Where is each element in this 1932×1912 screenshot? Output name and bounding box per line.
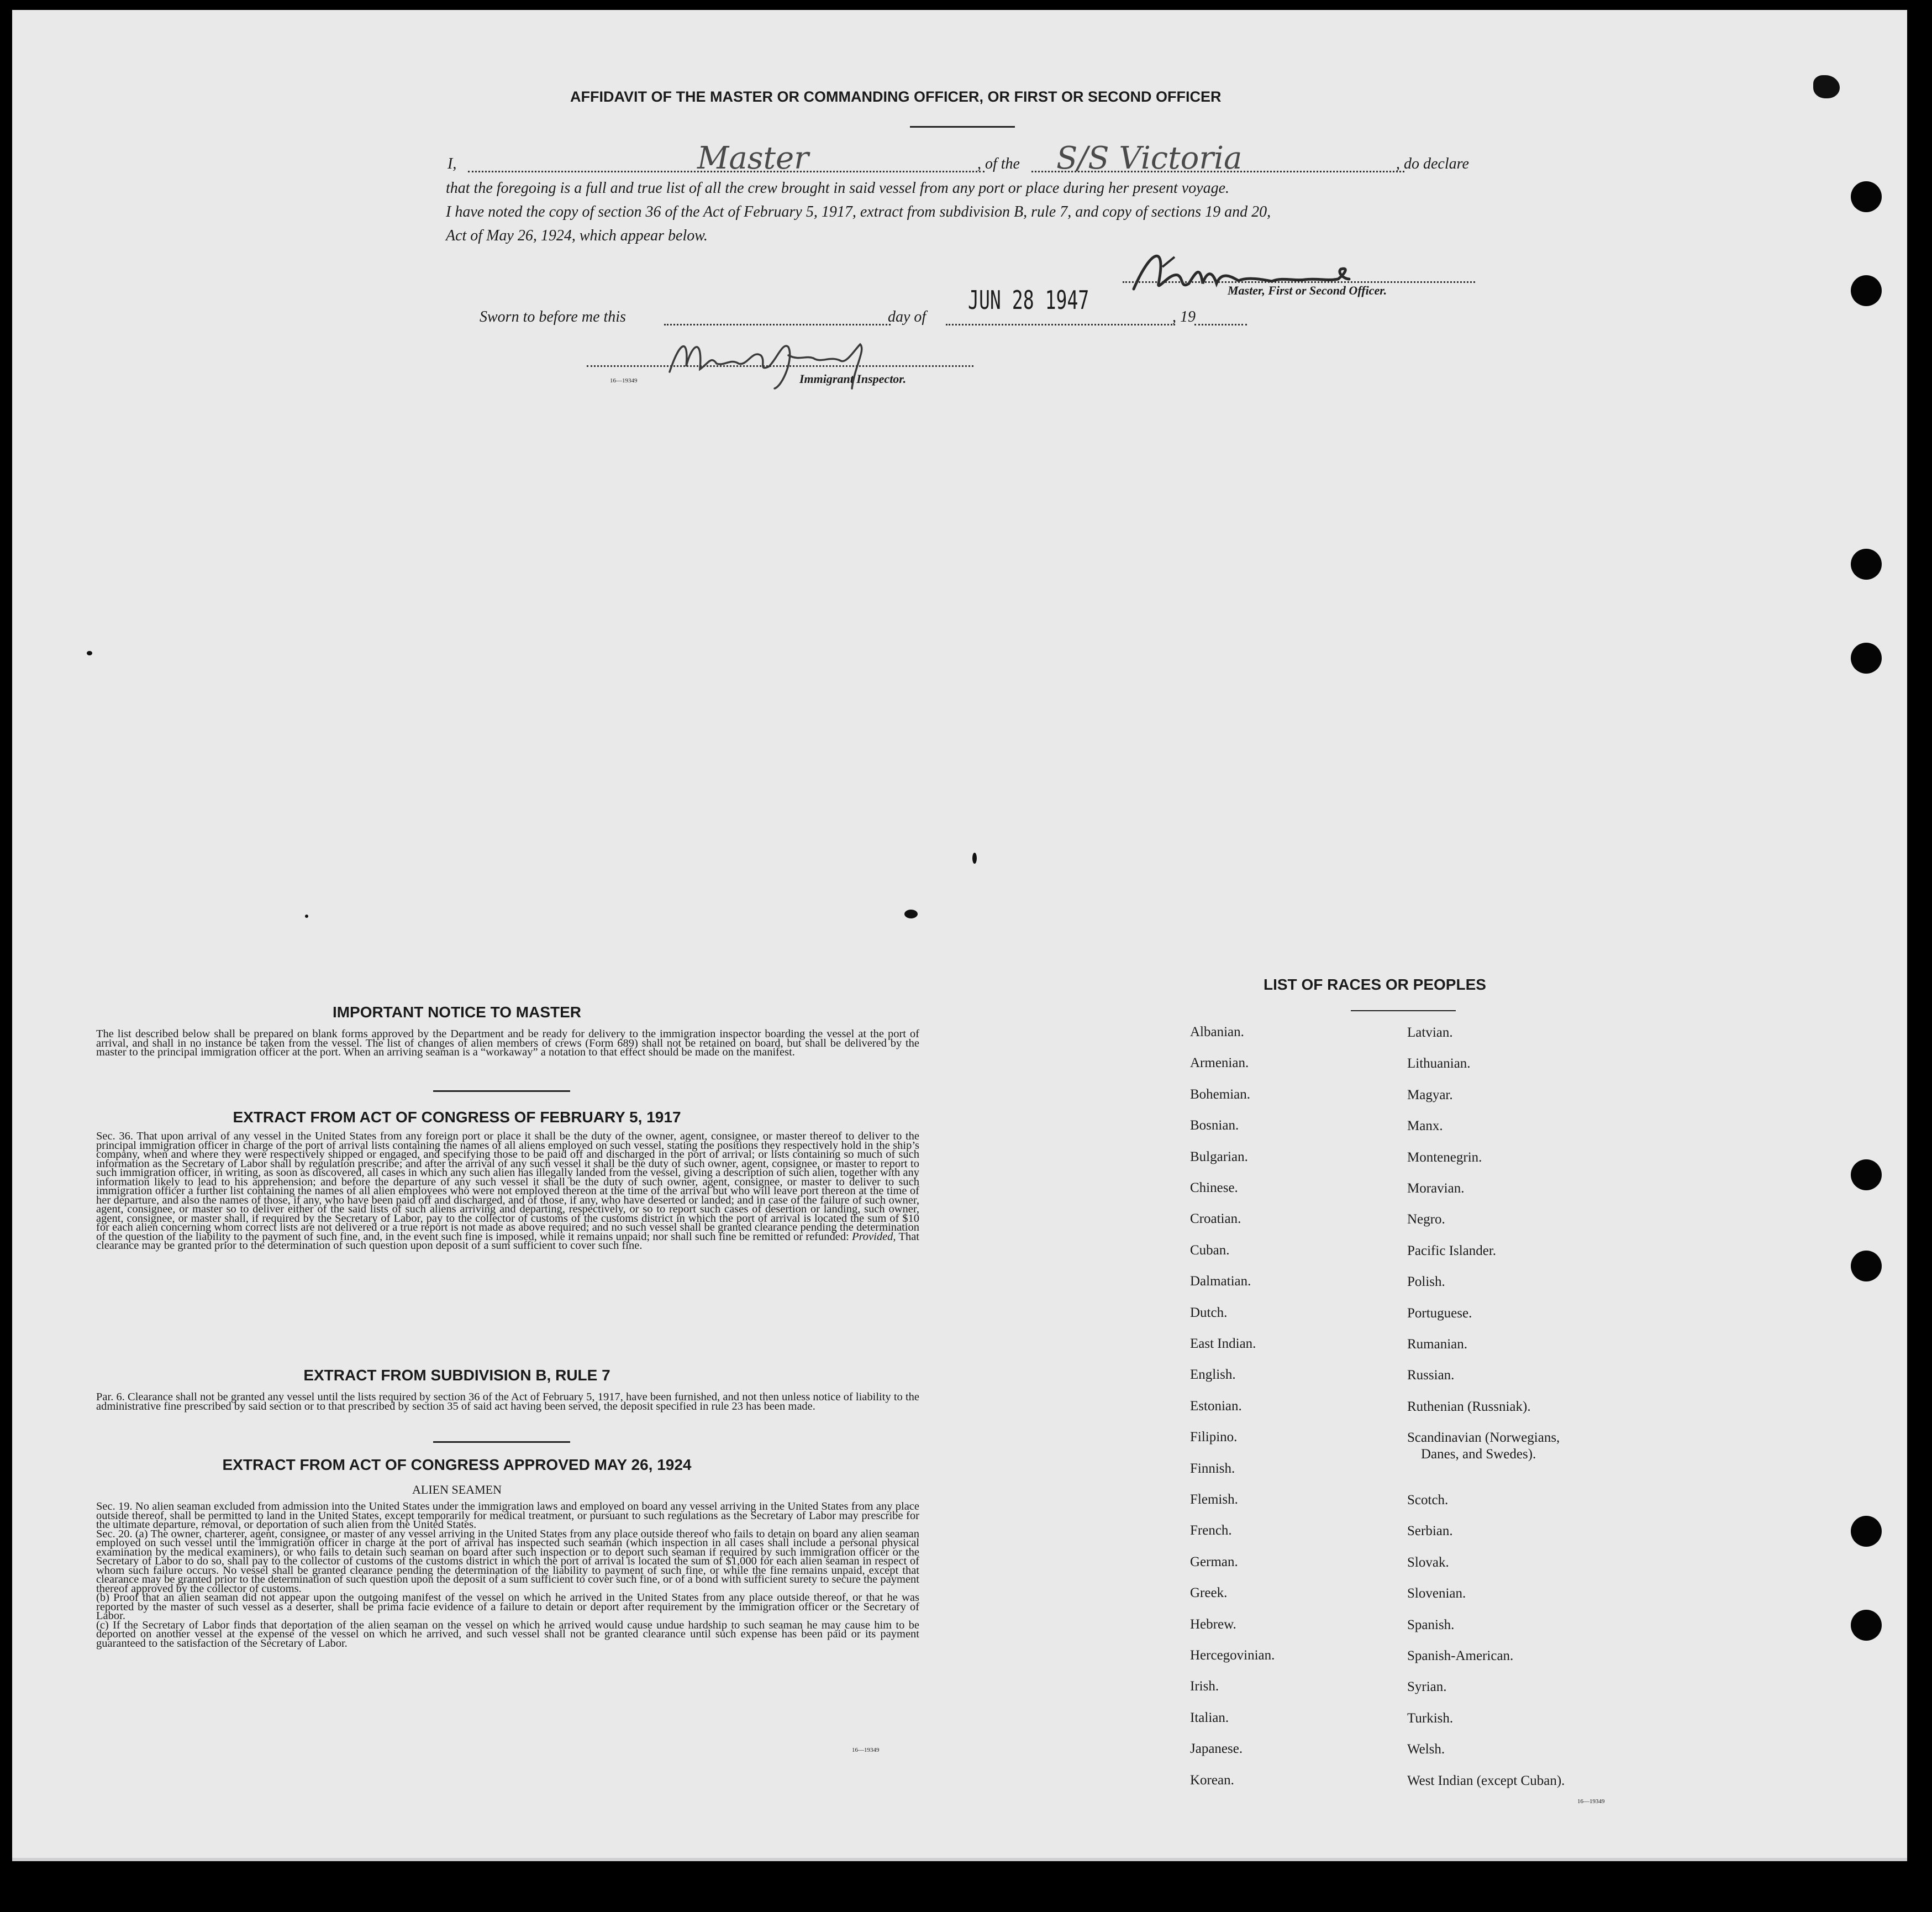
- extract-1917-body-end: That clearance may be granted prior to the determination of such question upon deposit of a sum sufficient to cover such fine.: [96, 1230, 920, 1252]
- race-item: Latvian.: [1407, 1025, 1453, 1040]
- punch-hole: [1851, 1159, 1882, 1190]
- race-item: Chinese.: [1190, 1180, 1238, 1195]
- sworn-month-line: [946, 324, 1175, 325]
- race-item: Spanish-American.: [1407, 1648, 1514, 1663]
- punch-hole: [1851, 275, 1882, 306]
- race-item: Serbian.: [1407, 1524, 1453, 1539]
- race-item: Turkish.: [1407, 1710, 1454, 1726]
- do-declare-label: , do declare: [1396, 155, 1469, 172]
- race-item: Slovak.: [1407, 1554, 1449, 1570]
- rule-7-title: EXTRACT FROM SUBDIVISION B, RULE 7: [303, 1367, 610, 1384]
- race-item: German.: [1190, 1554, 1238, 1569]
- vessel-handwritten: S/S Victoria: [1056, 140, 1243, 176]
- punch-hole: [1851, 181, 1882, 212]
- form-page: [12, 10, 1907, 1861]
- race-item: Russian.: [1407, 1368, 1455, 1383]
- race-item: Lithuanian.: [1407, 1056, 1471, 1071]
- extract-form-number: 16—19349: [852, 1747, 880, 1753]
- officer-caption: Master, First or Second Officer.: [1228, 283, 1387, 297]
- race-item: Dalmatian.: [1190, 1274, 1251, 1289]
- race-item: Bulgarian.: [1190, 1149, 1248, 1164]
- race-item: West Indian (except Cuban).: [1407, 1773, 1565, 1788]
- races-form-number: 16—19349: [1577, 1798, 1605, 1805]
- sec-19-text: Sec. 19. No alien seaman excluded from admission into the United States under the immigration laws and employed on board any vessel arriving in the United States from any place outside thereof, shall be permitted to land in the United States, except temporarily for medical treatment, or pursuant to such regulations as the Secretary of Labor may prescribe for the ultimate departure, removal, or deportation of such alien from the United States.: [96, 1500, 919, 1531]
- punch-hole: [1851, 1516, 1882, 1547]
- officer-signature-line: [1123, 281, 1475, 283]
- race-item: Korean.: [1190, 1772, 1234, 1788]
- race-item: Polish.: [1407, 1274, 1445, 1290]
- inspector-caption: Immigrant Inspector.: [799, 372, 907, 386]
- sworn-day-line: [664, 324, 891, 325]
- race-item: Syrian.: [1407, 1679, 1447, 1695]
- affidavit-line-4: Act of May 26, 1924, which appear below.: [446, 227, 708, 244]
- race-item: Filipino.: [1190, 1430, 1238, 1445]
- race-item: Irish.: [1190, 1679, 1219, 1694]
- race-item: Armenian.: [1190, 1055, 1249, 1071]
- sec-20b-text: (b) Proof that an alien seaman did not appear upon the outgoing manifest of the vessel on which he arrived in the United States from any place outside thereof, or that he was reported by the master of such vessel as a deserter, shall be prima facie evidence of a failure to detain or deport after requirement by the immigration officer or the Secretary of Labor.: [96, 1591, 919, 1622]
- master-handwritten: Master: [697, 140, 809, 176]
- race-item: Rumanian.: [1407, 1337, 1468, 1352]
- race-item: Dutch.: [1190, 1305, 1228, 1320]
- sworn-label: Sworn to before me this: [480, 308, 626, 325]
- race-item: Croatian.: [1190, 1211, 1241, 1227]
- race-item: Manx.: [1407, 1118, 1443, 1134]
- race-item: Scotch.: [1407, 1493, 1449, 1507]
- day-of-label: day of: [888, 308, 926, 325]
- year-line: [1194, 324, 1247, 325]
- extract-1917-body-main: Sec. 36. That upon arrival of any vessel in the United States from any foreign port or place it shall be the duty of the owner, agent, consignee, or master thereof to deliver to the principal immigration officer in charge of the port of arrival lists containing the names of all aliens employed on such vessel, stating the positions they respectively hold in the ship’s company, when and where they were respectively shipped or engaged, and specifying those to be paid off and discharged in the port of arrival; or lists containing so much of such information as the Secretary of Labor shall by regulation prescribe; and after the arrival of any such vessel it shall be the duty of such owner, agent, consignee, or master to report to such immigration officer, in writing, as soon as discovered, all cases in which any such alien has illegally landed from the vessel, giving a description of such alien, together with any information likely to lead to his apprehension; and before the departure of any such vessel it shall be the duty of such owner, agent, consignee, or master to deliver to such immigration officer a further list containing the names of all alien employees who were not employed thereon at the time of the arrival but who will leave port thereon at the time of her departure, and also the names of those, if any, who have been paid off and discharged, and of those, if any, who have deserted or landed; and in case of the failure of such owner, agent, consignee, or master so to deliver either of the said lists of such aliens arriving and departing, respectively, or so to report such cases of desertion or landing, such owner, agent, consignee, or master shall, if required by the Secretary of Labor, pay to the collector of customs of the customs district in which the port of arrival is located the sum of $10 for each alien concerning whom correct lists are not delivered or a true report is not made as above required; and no such vessel shall be granted clearance pending the determination of the question of the liability to the payment of such fine, and, in the event such fine is imposed, while it remains unpaid; nor shall such fine be remitted or refunded:: [96, 1130, 919, 1243]
- punch-hole: [1851, 643, 1882, 674]
- race-item: Moravian.: [1407, 1181, 1465, 1196]
- ink-speck: [87, 651, 92, 655]
- notice-title: IMPORTANT NOTICE TO MASTER: [332, 1004, 582, 1021]
- notice-body: The list described below shall be prepared on blank forms approved by the Department and be ready for delivery to the immigration inspector boarding the vessel at the port of arrival, and shall in no instance be taken from the vessel. The list of changes of alien members of crews (Form 689) shall not be retained on board, but shall be delivered by the master to the principal immigration officer at the port. When an arriving seaman is a “workaway” a notation to that effect should be made on the manifest.: [96, 1028, 919, 1058]
- race-item: Bosnian.: [1190, 1118, 1239, 1133]
- race-item: Flemish.: [1190, 1492, 1238, 1507]
- rule-7-body: Par. 6. Clearance shall not be granted any vessel until the lists required by section 36 of the Act of February 5, 1917, have been furnished, and not then unless notice of liability to the administrative fine prescribed by said section or to that prescribed by section 35 of said act having been served, the deposit specified in rule 23 has been made.: [96, 1391, 919, 1412]
- ink-speck: [904, 910, 918, 918]
- punch-hole: [1851, 1610, 1882, 1641]
- ink-speck: [972, 853, 977, 864]
- race-item: Portuguese.: [1407, 1305, 1472, 1321]
- races-divider: [1351, 1010, 1456, 1011]
- ink-speck: [1813, 75, 1840, 98]
- race-item: Finnish.: [1190, 1461, 1235, 1476]
- race-item: Cuban.: [1190, 1242, 1230, 1258]
- race-item: Magyar.: [1407, 1087, 1453, 1102]
- year-label: , 19: [1172, 308, 1196, 325]
- race-item: Albanian.: [1190, 1025, 1244, 1039]
- title-divider: [910, 126, 1015, 128]
- races-title: LIST OF RACES OR PEOPLES: [1264, 976, 1486, 993]
- race-item: Japanese.: [1190, 1741, 1243, 1757]
- of-the-label: , of the: [977, 155, 1020, 172]
- race-item: Greek.: [1190, 1585, 1228, 1601]
- race-item: Ruthenian (Russniak).: [1407, 1399, 1531, 1414]
- extract-1917-title: EXTRACT FROM ACT OF CONGRESS OF FEBRUARY 5, 1917: [233, 1109, 681, 1126]
- race-item: Negro.: [1407, 1212, 1445, 1227]
- affidavit-form-number: 16—19349: [610, 377, 638, 384]
- alien-seamen-subtitle: ALIEN SEAMEN: [412, 1483, 502, 1496]
- race-item: Hercegovinian.: [1190, 1648, 1275, 1663]
- race-item: Bohemian.: [1190, 1086, 1251, 1102]
- race-item: Hebrew.: [1190, 1616, 1236, 1632]
- extract-1917-proviso: Provided,: [852, 1230, 896, 1243]
- race-item: Scandinavian (Norwegians, Danes, and Swedes).: [1407, 1430, 1560, 1462]
- sec-20c-text: (c) If the Secretary of Labor finds that deportation of the alien seaman on the vessel on which he arrived would cause undue hardship to such seaman he may cause him to be deported on another vessel at the expense of the vessel on which he arrived, and such vessel shall not be granted clearance until such expense has been paid or its payment guaranteed to the satisfaction of the Secretary of Labor.: [96, 1619, 919, 1650]
- inspector-signature-line: [587, 365, 973, 367]
- affidavit-line-2: that the foregoing is a full and true list of all the crew brought in said vessel from any port or place during her present voyage.: [446, 180, 1230, 197]
- i-label: I,: [448, 155, 457, 172]
- race-item: French.: [1190, 1523, 1232, 1538]
- race-item: Spanish.: [1407, 1617, 1455, 1632]
- extract-1924-body: [96, 1502, 919, 1648]
- race-item: English.: [1190, 1367, 1236, 1383]
- extract-1924-title: EXTRACT FROM ACT OF CONGRESS APPROVED MAY 26, 1924: [222, 1456, 692, 1473]
- rule-7-divider: [433, 1441, 570, 1443]
- race-item: East Indian.: [1190, 1336, 1256, 1351]
- race-item: Slovenian.: [1407, 1586, 1466, 1601]
- race-item: Pacific Islander.: [1407, 1243, 1497, 1258]
- affidavit-title: AFFIDAVIT OF THE MASTER OR COMMANDING OFFICER, OR FIRST OR SECOND OFFICER: [570, 88, 1222, 105]
- punch-hole: [1851, 1251, 1882, 1281]
- race-item: Welsh.: [1407, 1742, 1445, 1757]
- notice-divider: [433, 1090, 570, 1092]
- race-item: Estonian.: [1190, 1398, 1242, 1414]
- date-stamp: JUN 28 1947: [968, 285, 1089, 315]
- punch-hole: [1851, 549, 1882, 580]
- sec-20a-text: Sec. 20. (a) The owner, charterer, agent, consignee, or master of any vessel arriving in the United States from any place outside thereof who fails to detain on board any alien seaman employed on such vessel until the immigration officer in charge at the port of arrival has inspected such seaman (which inspection in all cases shall include a personal physical examination by the medical examiners), or who fails to detain such seaman on board after such inspection or to deport such seaman if required by such immigration officer or the Secretary of Labor to do so, shall pay to the collector of customs of the customs district in which the port of arrival is located the sum of $1,000 for each alien seaman in respect of whom such failure occurs. No vessel shall be granted clearance pending the determination of the liability to payment of such fine, or while the fine remains unpaid, except that clearance may be granted prior to the determination of such question upon the deposit of a sum sufficient to cover such fine, or of a bond with sufficient surety to secure the payment thereof approved by the collector of customs.: [96, 1527, 919, 1595]
- ink-speck: [305, 915, 308, 918]
- race-item: Montenegrin.: [1407, 1149, 1482, 1165]
- race-item: Italian.: [1190, 1710, 1229, 1725]
- extract-1917-body: [96, 1132, 919, 1251]
- affidavit-line-3: I have noted the copy of section 36 of the Act of February 5, 1917, extract from subdivision B, rule 7, and copy of sections 19 and 20,: [446, 203, 1271, 220]
